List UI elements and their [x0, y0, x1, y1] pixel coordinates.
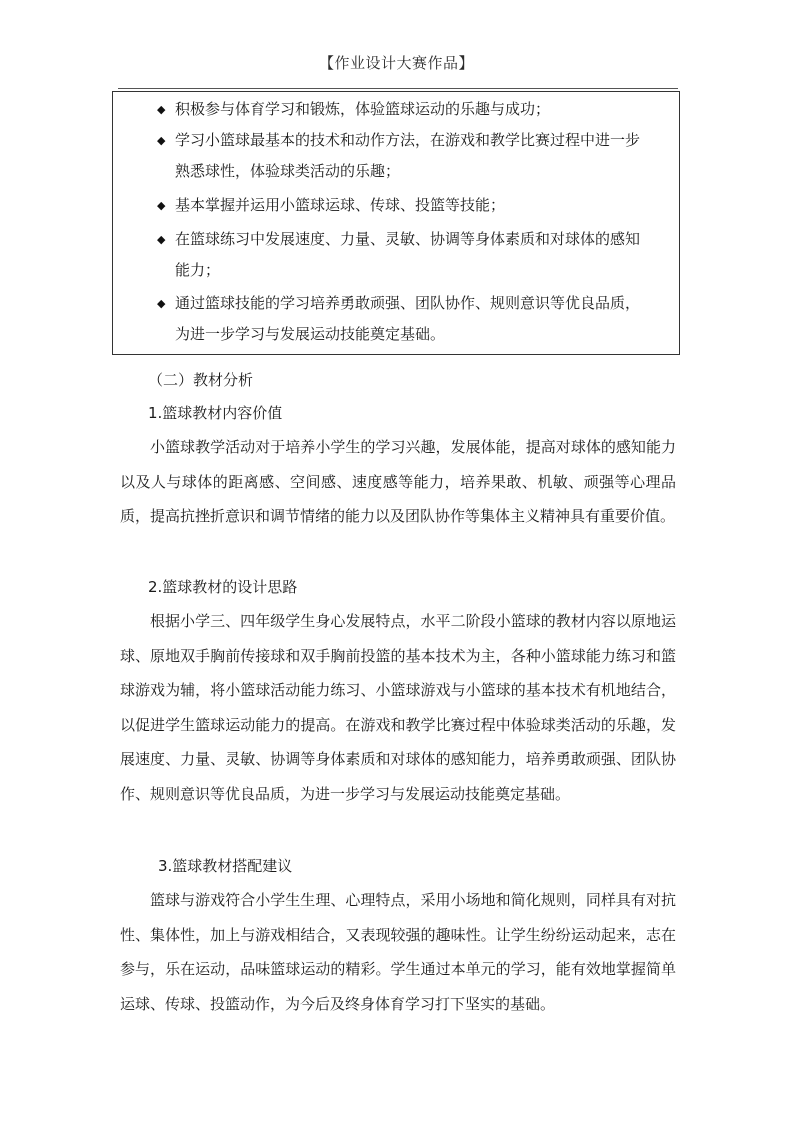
document-header-title: 【作业设计大赛作品】 — [318, 54, 474, 72]
diamond-bullet-icon: ◆ — [157, 233, 166, 246]
section-heading-material-analysis: （二）教材分析 — [148, 371, 254, 389]
learning-goals-box — [112, 91, 680, 355]
goal-text: 基本掌握并运用小篮球运球、传球、投篮等技能； — [175, 196, 506, 214]
goal-text-continued: 熟悉球性，体验球类活动的乐趣； — [175, 162, 401, 180]
goal-item — [157, 224, 677, 286]
goal-item — [157, 94, 677, 125]
subsection-heading-content-value: 1.篮球教材内容价值 — [148, 404, 283, 422]
diamond-bullet-icon: ◆ — [157, 103, 166, 116]
goal-item — [157, 125, 677, 187]
goal-text: 通过篮球技能的学习培养勇敢顽强、团队协作、规则意识等优良品质， — [175, 294, 641, 312]
paragraph-design-idea: 根据小学三、四年级学生身心发展特点，水平二阶段小篮球的教材内容以原地运球、原地双手胸前传接球和双手胸前投篮的基本技术为主，各种小篮球能力练习和篮球游戏为辅，将小篮球活动能力练习、小篮球游戏与小篮球的基本技术有机地结合，以促进学生篮球运动能力的提高。在游戏和教学比赛过程中体验球类活动的乐趣，发展速度、力量、灵敏、协调等身体素质和对球体的感知能力，培养勇敢顽强、团队协作、规则意识等优良品质，为进一步学习与发展运动技能奠定基础。 — [120, 612, 676, 803]
goal-text: 积极参与体育学习和锻炼，体验篮球运动的乐趣与成功； — [175, 100, 551, 118]
subsection-heading-design-idea: 2.篮球教材的设计思路 — [148, 578, 298, 596]
diamond-bullet-icon: ◆ — [157, 134, 166, 147]
paragraph-content-value: 小篮球教学活动对于培养小学生的学习兴趣，发展体能，提高对球体的感知能力以及人与球体的距离感、空间感、速度感等能力，培养果敢、机敏、顽强等心理品质，提高抗挫折意识和调节情绪的能力以及团队协作等集体主义精神具有重要价值。 — [120, 438, 676, 525]
goal-text: 学习小篮球最基本的技术和动作方法，在游戏和教学比赛过程中进一步 — [175, 131, 641, 149]
paragraph-pairing-suggestion: 篮球与游戏符合小学生生理、心理特点，采用小场地和简化规则，同样具有对抗性、集体性，加上与游戏相结合，又表现较强的趣味性。让学生纷纷运动起来，志在参与，乐在运动，品味篮球运动的精彩。学生通过本单元的学习，能有效地掌握简单运球、传球、投篮动作，为今后及终身体育学习打下坚实的基础。 — [120, 891, 676, 1013]
goal-text-continued: 为进一步学习与发展运动技能奠定基础。 — [175, 325, 446, 343]
diamond-bullet-icon: ◆ — [157, 199, 166, 212]
goal-text: 在篮球练习中发展速度、力量、灵敏、协调等身体素质和对球体的感知 — [175, 230, 641, 248]
goal-item — [157, 190, 677, 221]
goal-text-continued: 能力； — [175, 261, 221, 279]
subsection-heading-pairing-suggestion: 3.篮球教材搭配建议 — [158, 857, 293, 875]
diamond-bullet-icon: ◆ — [157, 297, 166, 310]
goal-item — [157, 288, 677, 350]
header-divider — [118, 88, 678, 89]
